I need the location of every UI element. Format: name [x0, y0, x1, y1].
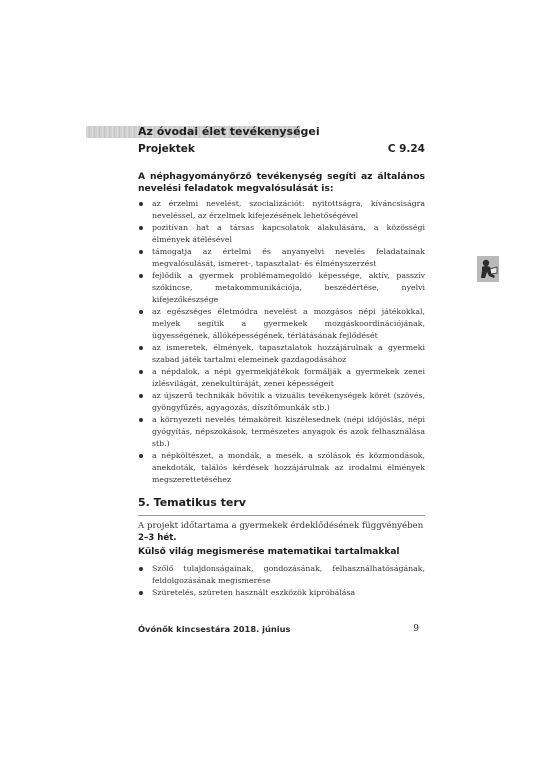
section-code: C 9.24 [387, 143, 425, 155]
bullet-icon [139, 567, 143, 571]
bullet-icon [139, 310, 143, 314]
bullet-icon [139, 346, 143, 350]
list-item: az újszerű technikák bővítik a vizuális tevékenységek körét (szövés, gyöngyfűzés, agyagozás, díszítőmunkák stb.) [138, 390, 425, 414]
list-item: a népköltészet, a mondák, a mesék, a szólások és közmondások, anekdoták, találós kérdések hozzájárulnak az irodalmi élmények megszerettetéséhez [138, 450, 425, 486]
topic-list [138, 563, 425, 599]
reading-child-icon [477, 256, 499, 282]
page-number: 9 [413, 624, 419, 634]
chapter-title: Az óvodai élet tevékenységei [138, 125, 320, 138]
bullet-icon [139, 591, 143, 595]
bullet-icon [139, 454, 143, 458]
bullet-icon [139, 202, 143, 206]
duration-paragraph: A projekt időtartama a gyermekek érdeklődésének függvényében 2–3 hét. [138, 521, 424, 543]
publication-name: Óvónők kincsestára 2018. június [138, 624, 291, 634]
section-header-row [138, 143, 425, 157]
bullet-icon [139, 418, 143, 422]
list-item: a népdalok, a népi gyermekjátékok formálják a gyermekek zenei ízlésvilágát, zenekultúráját, zenei képességeit [138, 366, 425, 390]
section-title: 5. Tematikus terv [138, 496, 425, 516]
bullet-icon [139, 394, 143, 398]
bullet-icon [139, 274, 143, 278]
bullet-icon [139, 370, 143, 374]
list-item: az egészséges életmódra nevelést a mozgásos népi játékokkal, melyek segítik a gyermekek mozgáskoordinációjának, ügyességének, állóképességének, térlátásának fejlődését [138, 306, 425, 342]
list-item: a környezeti nevelés témaköreit kiszélesednek (népi időjóslás, népi gyógyítás, népszokások, természetes anyagok és azok felhasználása stb.) [138, 414, 425, 450]
page-footer [138, 624, 425, 638]
list-item: támogatja az értelmi és anyanyelvi nevelés feladatainak megvalósulását, ismeret-, tapasztalat- és élményszerzést [138, 246, 425, 270]
list-item: fejlődik a gyermek problémamegoldó képessége, aktív, passzív szókincse, metakommunikációja, beszédértése, nyelvi kifejezőkészsége [138, 270, 425, 306]
list-item: Szüretelés, szüreten használt eszközök kipróbálása [138, 587, 425, 599]
list-item: az érzelmi nevelést, szocializációt: nyitottságra, kíváncsiságra neveléssel, az érzelmek kifejezésének lehetőségével [138, 198, 425, 222]
goals-list [138, 198, 425, 486]
intro-paragraph: A néphagyományőrző tevékenység segíti az általános nevelési feladatok megvalósulását is: [138, 171, 425, 194]
section-subtitle: Projektek [138, 143, 195, 155]
bullet-icon [139, 226, 143, 230]
list-item: az ismeretek, élmények, tapasztalatok hozzájárulnak a gyermeki szabad játék tartalmi elemeinek gazdagodásához [138, 342, 425, 366]
subsection-heading: Külső világ megismerése matematikai tartalmakkal [138, 547, 400, 557]
list-item: pozitívan hat a társas kapcsolatok alakulására, a közösségi élmények átélésével [138, 222, 425, 246]
bullet-icon [139, 250, 143, 254]
duration-value: 2–3 hét. [138, 533, 177, 543]
list-item: Szőlő tulajdonságainak, gondozásának, felhasználhatóságának, feldolgozásának megismerése [138, 563, 425, 587]
